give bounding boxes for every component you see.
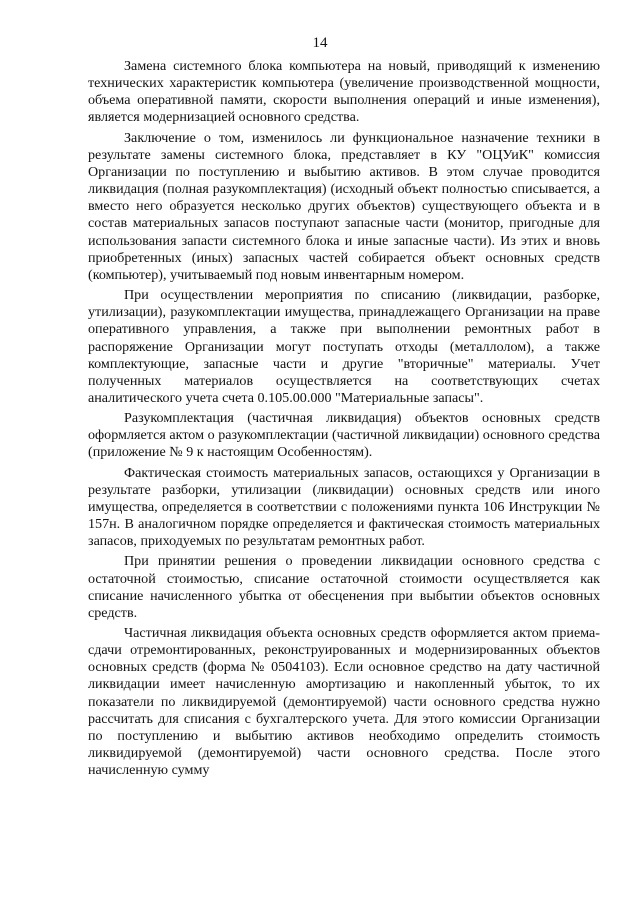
paragraph-commission-conclusion: Заключение о том, изменилось ли функциональное назначение техники в результате замены системного блока, представляет в КУ "ОЦУиК" комиссия Организации по поступлению и выбытию активов. В этом случае проводится ликвидация (полная разукомплектация) (исходный объект полностью списывается, а вместо него образуется несколько других объектов) существующего объекта и в состав материальных запасов поступают запасные части (монитор, пригодные для использования запасти системного блока и иные запасные части). Из этих и вновь приобретенных (иных) запасных частей собирается объект основных средств (компьютер), учитываемый под новым инвентарным номером.: [88, 129, 600, 283]
paragraph-system-unit-replacement: Замена системного блока компьютера на новый, приводящий к изменению технических характеристик компьютера (увеличение производственной мощности, объема оперативной памяти, скорости выполнения операций и иные изменения), является модернизацией основного средства.: [88, 58, 600, 126]
paragraph-scrap-materials: При осуществлении мероприятия по списанию (ликвидации, разборке, утилизации), разукомплектации имущества, принадлежащего Организации на праве оперативного управления, а также при выполнении ремонтных работ в распоряжение Организации могут поступать отходы (металлолом), а также комплектующие, запасные части и другие "вторичные" материалы. Учет полученных материалов осуществляется на соответствующих счетах аналитического учета счета 0.105.00.000 "Материальные запасы".: [88, 287, 600, 406]
paragraph-partial-liquidation: Частичная ликвидация объекта основных средств оформляется актом приема-сдачи отремонтированных, реконструированных и модернизированных объектов основных средств (форма № 0504103). Если основное средство на дату частичной ликвидации имеет начисленную амортизацию и накопленный убыток, то их показатели по ликвидируемой (демонтируемой) части основного средства нужно рассчитать для списания с бухгалтерского учета. Для этого комиссии Организации по поступлению и выбытию активов необходимо определить стоимость ликвидируемой (демонтируемой) части основного средства. После этого начисленную сумму: [88, 625, 600, 779]
page-number: 14: [312, 35, 328, 51]
paragraph-disassembly-act: Разукомплектация (частичная ликвидация) объектов основных средств оформляется актом о разукомплектации (частичной ликвидации) основного средства (приложение № 9 к настоящим Особенностям).: [88, 410, 600, 461]
paragraph-actual-cost: Фактическая стоимость материальных запасов, остающихся у Организации в результате разборки, утилизации (ликвидации) основных средств или иного имущества, определяется в соответствии с положениями пункта 106 Инструкции № 157н. В аналогичном порядке определяется и фактическая стоимость материальных запасов, приходуемых по результатам ремонтных работ.: [88, 464, 600, 550]
document-body: [88, 58, 600, 782]
paragraph-residual-value: При принятии решения о проведении ликвидации основного средства с остаточной стоимостью, списание остаточной стоимости осуществляется как списание начисленного убытка от обесценения при выбытии объектов основных средств.: [88, 553, 600, 621]
